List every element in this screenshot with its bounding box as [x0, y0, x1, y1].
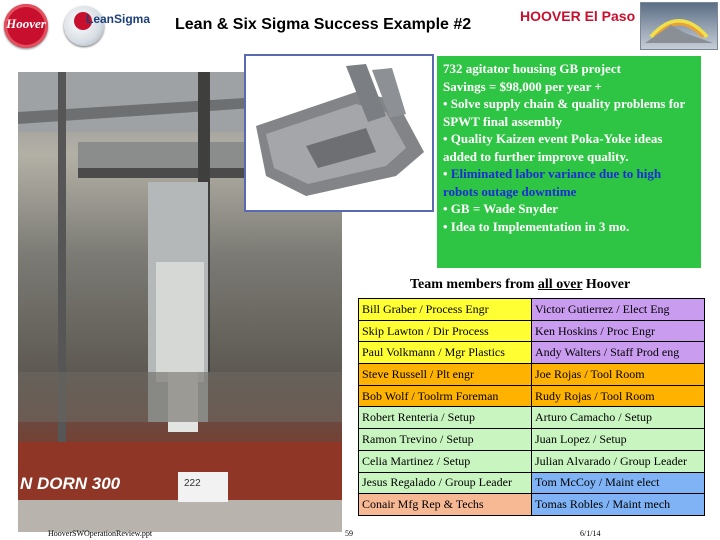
hoover-el-paso-logo: [640, 2, 718, 50]
machine-label: N DORN 300: [20, 474, 121, 493]
table-row: [359, 364, 705, 386]
team-member-cell: Conair Mfg Rep & Techs: [359, 494, 532, 516]
team-member-cell: Celia Martinez / Setup: [359, 450, 532, 472]
bullet-labor-variance: [443, 165, 695, 200]
team-member-cell: Paul Volkmann / Mgr Plastics: [359, 342, 532, 364]
team-member-cell: Ramon Trevino / Setup: [359, 429, 532, 451]
bullet-timeline: • Idea to Implementation in 3 mo.: [443, 218, 630, 234]
team-member-cell: Skip Lawton / Dir Process: [359, 320, 532, 342]
team-heading-prefix: Team members from: [410, 277, 538, 292]
team-heading: [410, 277, 630, 293]
table-row: [359, 385, 705, 407]
project-title: 732 agitator housing GB project: [443, 61, 621, 76]
team-member-cell: Julian Alvarado / Group Leader: [532, 450, 705, 472]
hoover-logo: [4, 4, 48, 48]
table-row: [359, 342, 705, 364]
slide-title: Lean & Six Sigma Success Example #2: [175, 16, 472, 33]
team-member-cell: Ken Hoskins / Proc Engr: [532, 320, 705, 342]
team-member-cell: Tom McCoy / Maint elect: [532, 472, 705, 494]
team-member-cell: Victor Gutierrez / Elect Eng: [532, 299, 705, 321]
table-row: [359, 450, 705, 472]
team-member-cell: Robert Renteria / Setup: [359, 407, 532, 429]
team-member-cell: Bill Graber / Process Engr: [359, 299, 532, 321]
table-row: [359, 407, 705, 429]
team-member-cell: Juan Lopez / Setup: [532, 429, 705, 451]
team-member-cell: Jesus Regalado / Group Leader: [359, 472, 532, 494]
footer-filename: HooverSWOperationReview.ppt: [48, 529, 153, 538]
leansigma-logo-text: LeanSigma: [86, 12, 151, 26]
agitator-housing-photo: [244, 54, 434, 212]
table-row: [359, 320, 705, 342]
hoover-logo-text: Hoover: [6, 16, 46, 31]
team-member-cell: Andy Walters / Staff Prod eng: [532, 342, 705, 364]
table-row: [359, 472, 705, 494]
team-member-cell: Rudy Rojas / Tool Room: [532, 385, 705, 407]
footer-page-number: 59: [345, 529, 353, 538]
bullet-kaizen: • Quality Kaizen event Poka-Yoke ideas added to further improve quality.: [443, 131, 663, 164]
team-members-table: [358, 298, 705, 516]
bullet-gb: • GB = Wade Snyder: [443, 201, 559, 216]
team-member-cell: Bob Wolf / Toolrm Foreman: [359, 385, 532, 407]
team-member-cell: Tomas Robles / Maint mech: [532, 494, 705, 516]
project-summary-box: [437, 56, 701, 268]
table-row: [359, 494, 705, 516]
team-member-cell: Arturo Camacho / Setup: [532, 407, 705, 429]
footer-date: 6/1/14: [580, 529, 601, 538]
bullet-supply-chain: • Solve supply chain & quality problems for SPWT final assembly: [443, 96, 686, 129]
team-heading-suffix: Hoover: [582, 277, 631, 292]
team-member-cell: Joe Rojas / Tool Room: [532, 364, 705, 386]
table-row: [359, 429, 705, 451]
table-row: [359, 299, 705, 321]
site-name: HOOVER El Paso: [520, 8, 636, 24]
bullet-marker: •: [443, 166, 451, 181]
machine-number: 222: [184, 478, 201, 489]
team-heading-underlined: all over: [537, 277, 583, 292]
project-savings: Savings = $98,000 per year +: [443, 78, 602, 94]
team-member-cell: Steve Russell / Plt engr: [359, 364, 532, 386]
labor-variance-highlight: Eliminated labor variance due to high robots outage downtime: [443, 166, 662, 199]
